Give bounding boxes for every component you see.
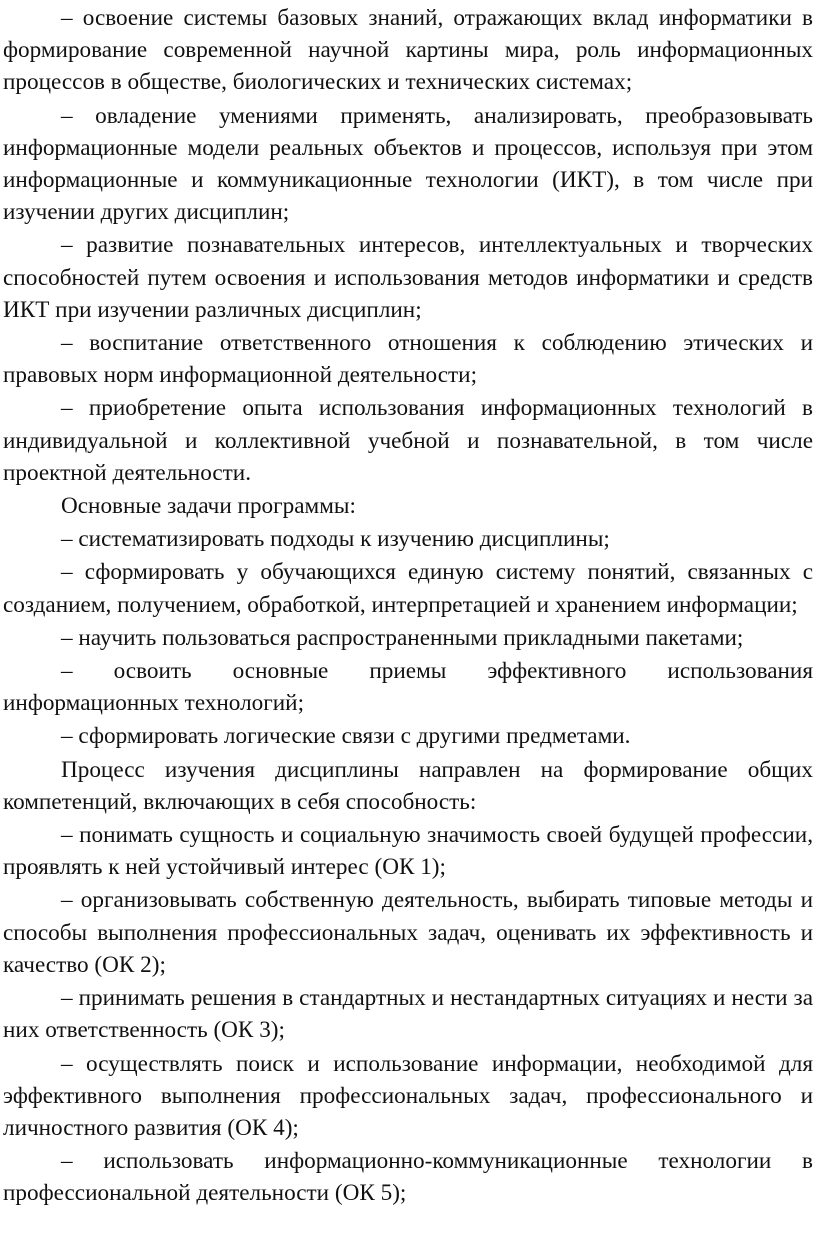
- goal-item-cognitive-interests: – развитие познавательных интересов, интеллектуальных и творческих способностей путем освоения и использования методов информатики и средств ИКТ при изучении различных дисциплин;: [3, 232, 813, 323]
- task-item-systematize: – систематизировать подходы к изучению дисциплины;: [61, 526, 610, 553]
- goal-item-ethical-norms: – воспитание ответственного отношения к соблюдению этических и правовых норм информационной деятельности;: [3, 330, 813, 389]
- competency-item-ok4: – осуществлять поиск и использование информации, необходимой для эффективного выполнения профессиональных задач, профессионального и личностного развития (ОК 4);: [3, 1050, 813, 1141]
- task-item-application-packages: – научить пользоваться распространенными прикладными пакетами;: [61, 624, 744, 651]
- goal-item-information-models: – овладение умениями применять, анализировать, преобразовывать информационные модели реальных объектов и процессов, используя при этом информационные и коммуникационные технологии (ИКТ), в том числе при изучении других дисциплин;: [3, 102, 813, 226]
- goal-item-experience: – приобретение опыта использования информационных технологий в индивидуальной и коллективной учебной и познавательной, в том числе проектной деятельности.: [3, 395, 813, 486]
- competency-item-ok5: – использовать информационно-коммуникационные технологии в профессиональной деятельности (ОК 5);: [3, 1148, 813, 1207]
- task-item-concept-system: – сформировать у обучающихся единую систему понятий, связанных с созданием, получением, обработкой, интерпретацией и хранением информации;: [3, 559, 813, 618]
- competencies-intro: Процесс изучения дисциплины направлен на формирование общих компетенций, включающих в себя способность:: [3, 756, 813, 815]
- task-item-techniques: – освоить основные приемы эффективного использования информационных технологий;: [3, 658, 813, 717]
- competency-item-ok2: – организовывать собственную деятельность, выбирать типовые методы и способы выполнения профессиональных задач, оценивать их эффективность и качество (ОК 2);: [3, 887, 813, 978]
- competency-item-ok1: – понимать сущность и социальную значимость своей будущей профессии, проявлять к ней устойчивый интерес (ОК 1);: [3, 822, 813, 881]
- goal-item-knowledge-system: – освоение системы базовых знаний, отражающих вклад информатики в формирование современной научной картины мира, роль информационных процессов в обществе, биологических и технических системах;: [3, 5, 813, 96]
- tasks-heading: Основные задачи программы:: [61, 493, 356, 520]
- task-item-logical-links: – сформировать логические связи с другими предметами.: [61, 723, 631, 750]
- competency-item-ok3: – принимать решения в стандартных и нестандартных ситуациях и нести за них ответственность (ОК 3);: [3, 985, 813, 1044]
